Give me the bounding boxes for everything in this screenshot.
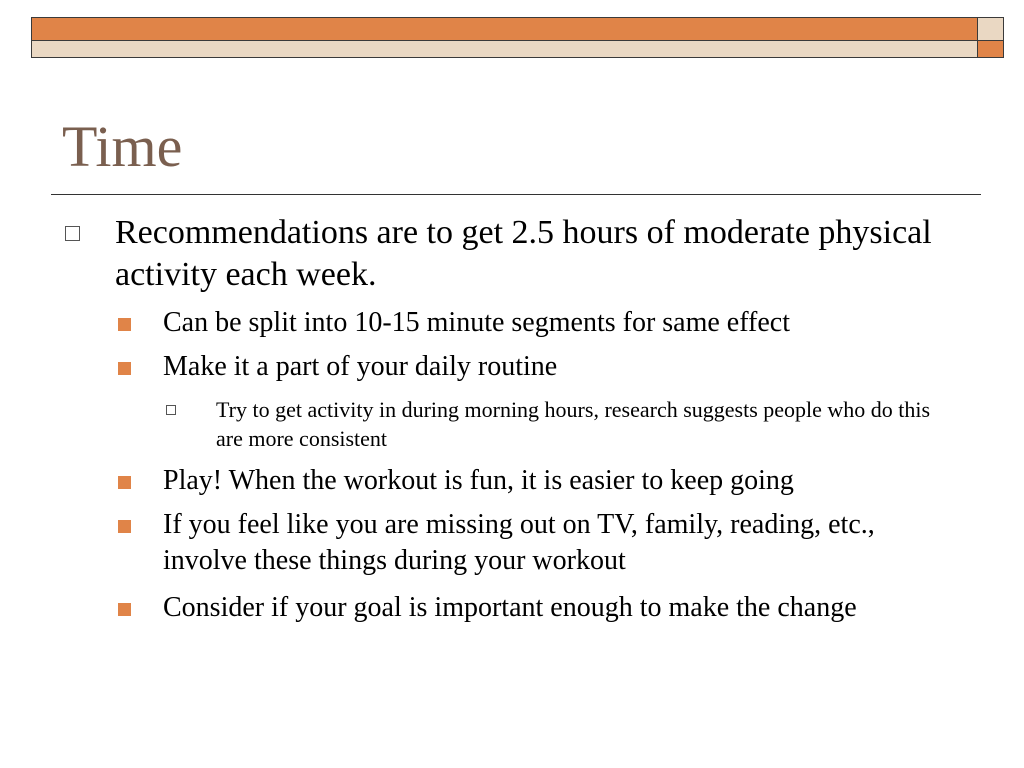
filled-square-bullet-icon [118, 520, 131, 533]
bullet-sub-text: Can be split into 10-15 minute segments for same effect [163, 307, 791, 338]
filled-square-bullet-icon [118, 603, 131, 616]
hollow-square-bullet-icon [166, 405, 176, 415]
top-banner [0, 0, 1024, 60]
bullet-sub-text: If you feel like you are missing out on TV, family, reading, etc., involve these things during your workout [163, 509, 875, 576]
filled-square-bullet-icon [118, 476, 131, 489]
bullet-sub-text: Make it a part of your daily routine [163, 351, 558, 382]
filled-square-bullet-icon [118, 362, 131, 375]
title-divider [51, 194, 981, 195]
banner-corner-square-bottom [977, 40, 1004, 58]
slide-title: Time [62, 114, 183, 179]
filled-square-bullet-icon [118, 318, 131, 331]
banner-orange-band [31, 17, 978, 41]
banner-beige-band [31, 40, 978, 58]
banner-corner-square-top [977, 17, 1004, 41]
bullet-subsub-text: Try to get activity in during morning hours, research suggests people who do this are more consistent [216, 397, 931, 451]
bullet-main-text: Recommendations are to get 2.5 hours of moderate physical activity each week. [115, 214, 932, 293]
bullet-sub-text: Consider if your goal is important enough to make the change [163, 592, 857, 623]
hollow-square-bullet-icon [65, 226, 80, 241]
bullet-sub-text: Play! When the workout is fun, it is easier to keep going [163, 465, 794, 496]
